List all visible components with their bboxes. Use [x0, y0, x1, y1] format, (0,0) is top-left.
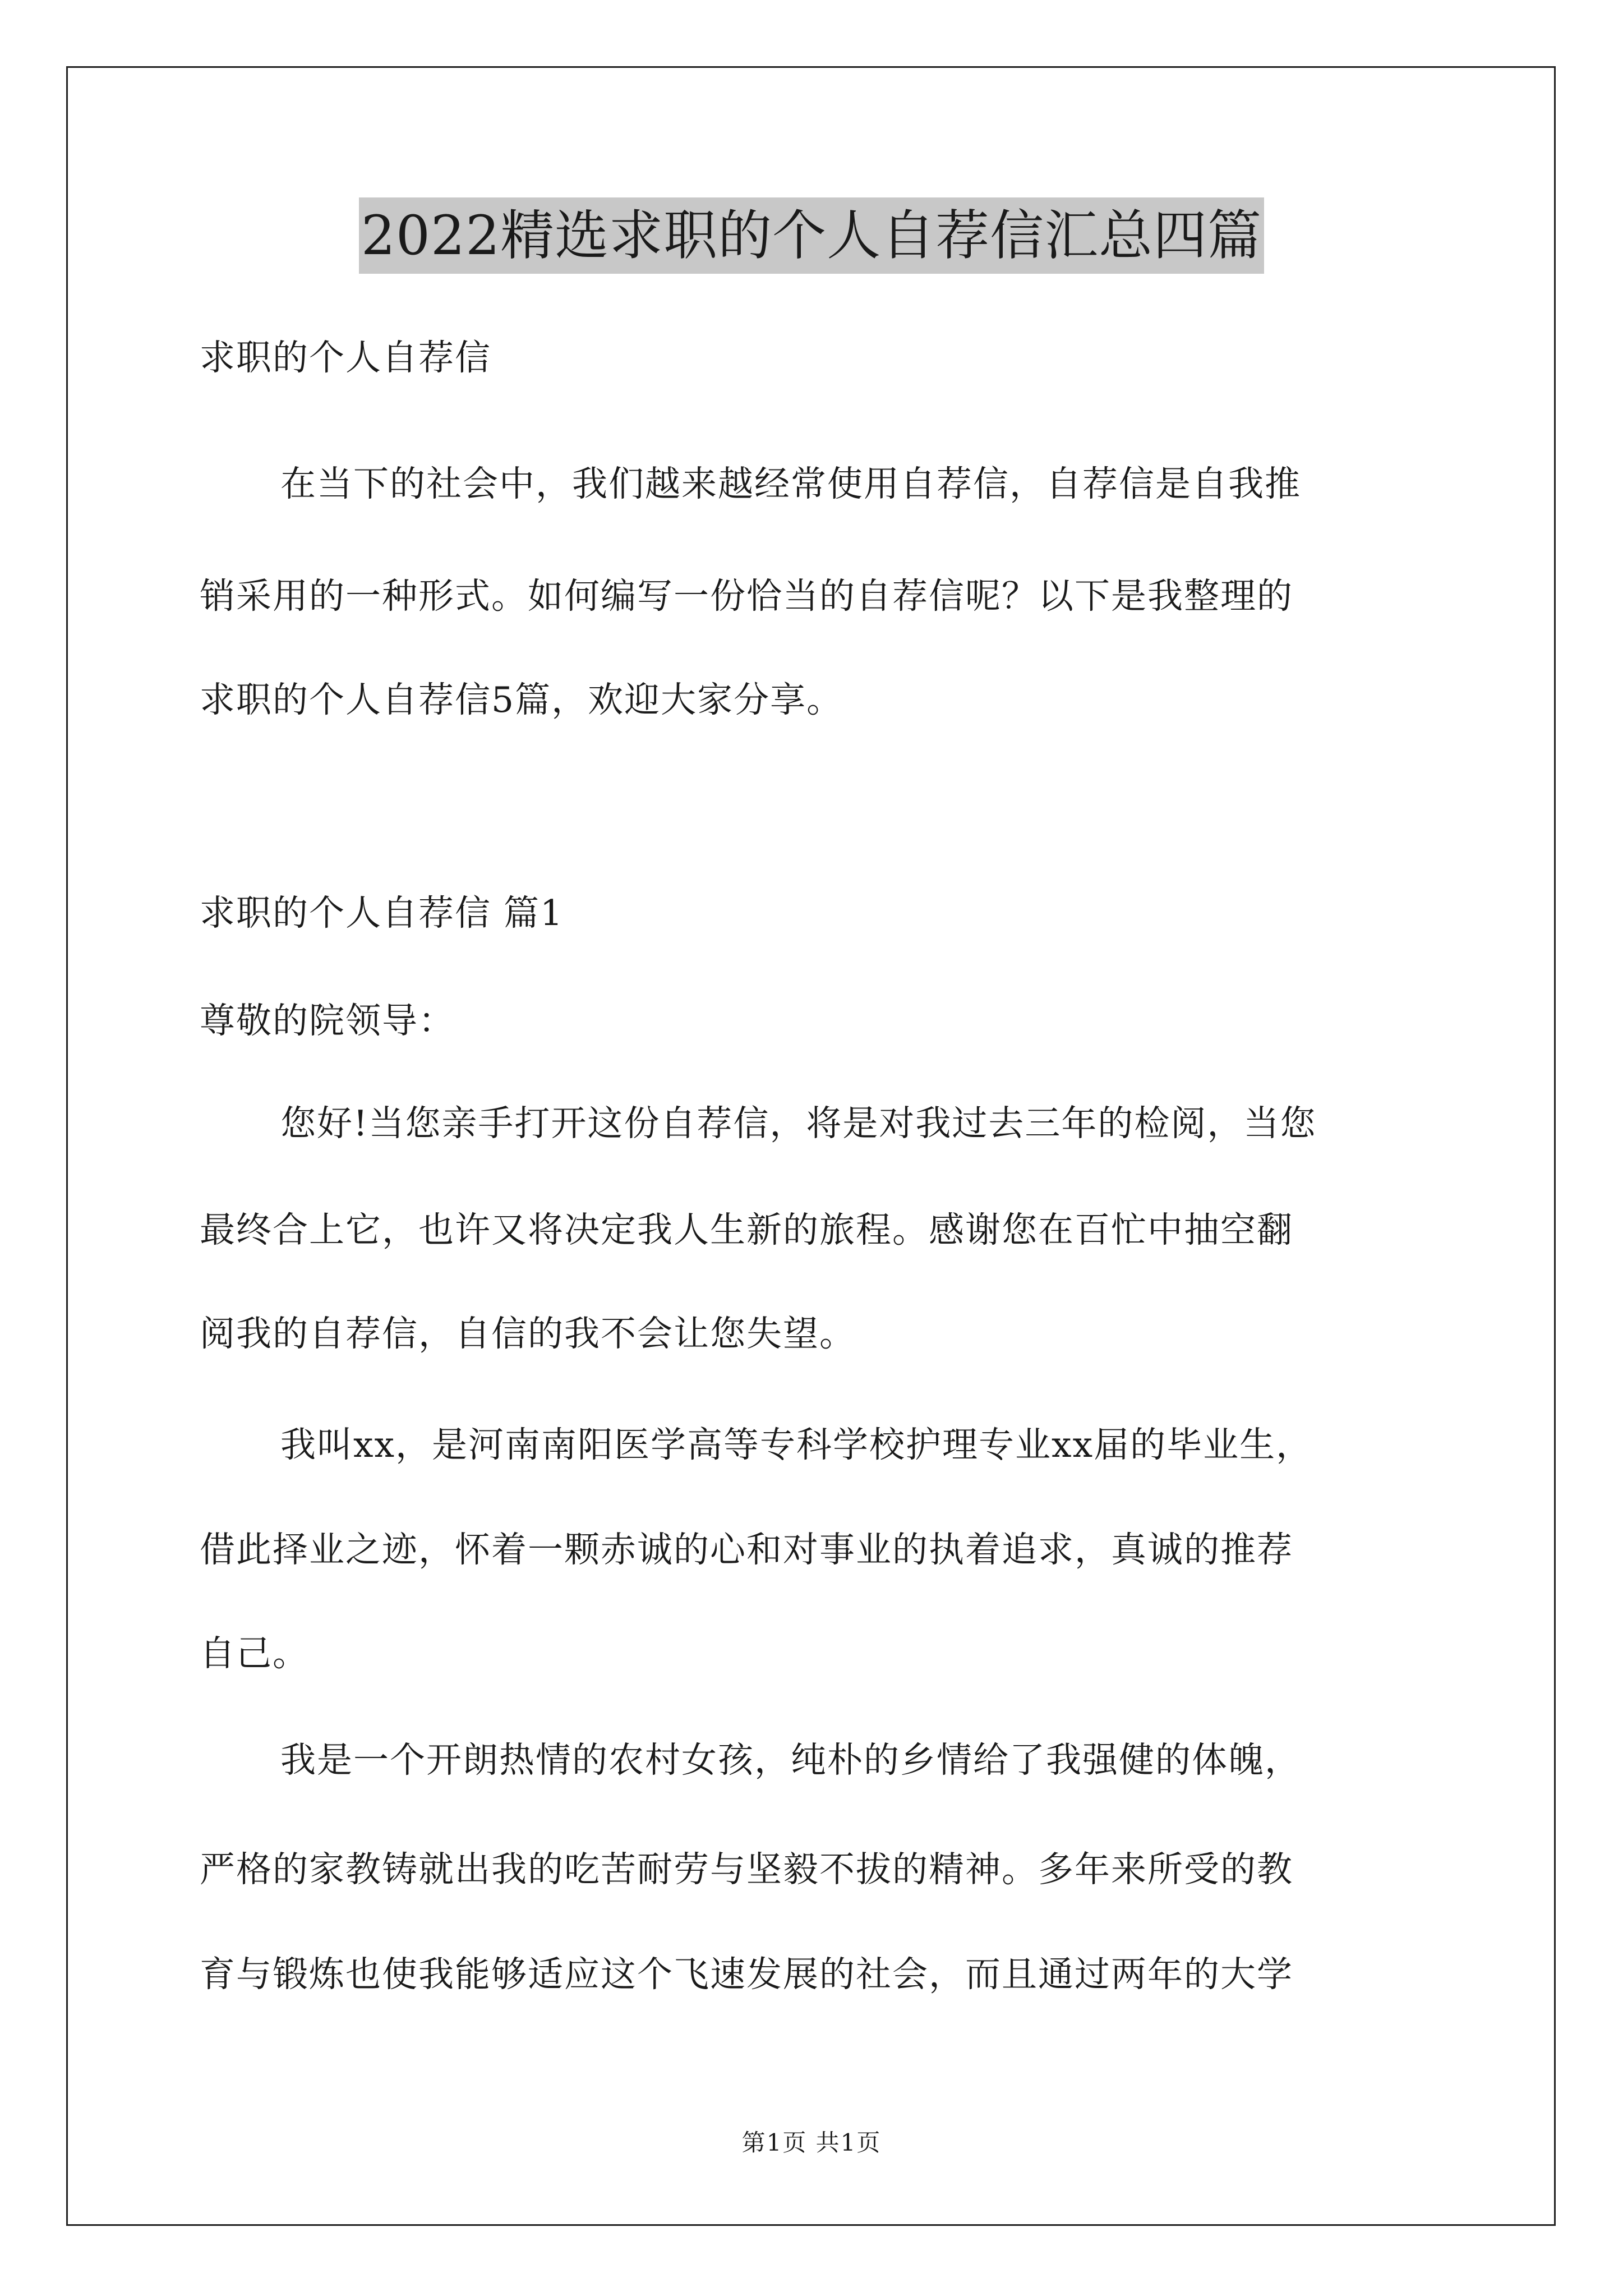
letter-paragraph-line: 阅我的自荐信，自信的我不会让您失望。 [200, 1313, 856, 1354]
letter-paragraph-line: 借此择业之迹，怀着一颗赤诚的心和对事业的执着追求，真诚的推荐 [200, 1529, 1293, 1570]
intro-paragraph-line: 求职的个人自荐信5篇，欢迎大家分享。 [200, 679, 843, 720]
letter-paragraph-line: 育与锻炼也使我能够适应这个飞速发展的社会，而且通过两年的大学 [200, 1954, 1293, 1995]
letter-paragraph-line: 我叫xx，是河南南阳医学高等专科学校护理专业xx届的毕业生， [280, 1424, 1313, 1465]
intro-paragraph-line: 在当下的社会中，我们越来越经常使用自荐信，自荐信是自我推 [280, 463, 1301, 504]
salutation: 尊敬的院领导： [200, 1000, 455, 1041]
page-number-footer: 第1页 共1页 [741, 2129, 882, 2156]
letter-paragraph-line: 最终合上它，也许又将决定我人生新的旅程。感谢您在百忙中抽空翻 [200, 1209, 1293, 1250]
document-title: 2022精选求职的个人自荐信汇总四篇 [359, 197, 1264, 274]
section-heading: 求职的个人自荐信 [200, 337, 491, 378]
letter-paragraph-line: 自己。 [200, 1633, 309, 1674]
letter-paragraph-line: 您好!当您亲手打开这份自荐信，将是对我过去三年的检阅，当您 [280, 1103, 1317, 1144]
letter-heading: 求职的个人自荐信 篇1 [200, 892, 564, 933]
title-container [0, 197, 1623, 274]
letter-paragraph-line: 严格的家教铸就出我的吃苦耐劳与坚毅不拔的精神。多年来所受的教 [200, 1849, 1293, 1890]
letter-paragraph-line: 我是一个开朗热情的农村女孩，纯朴的乡情给了我强健的体魄， [280, 1740, 1301, 1780]
intro-paragraph-line: 销采用的一种形式。如何编写一份恰当的自荐信呢？以下是我整理的 [200, 576, 1293, 616]
